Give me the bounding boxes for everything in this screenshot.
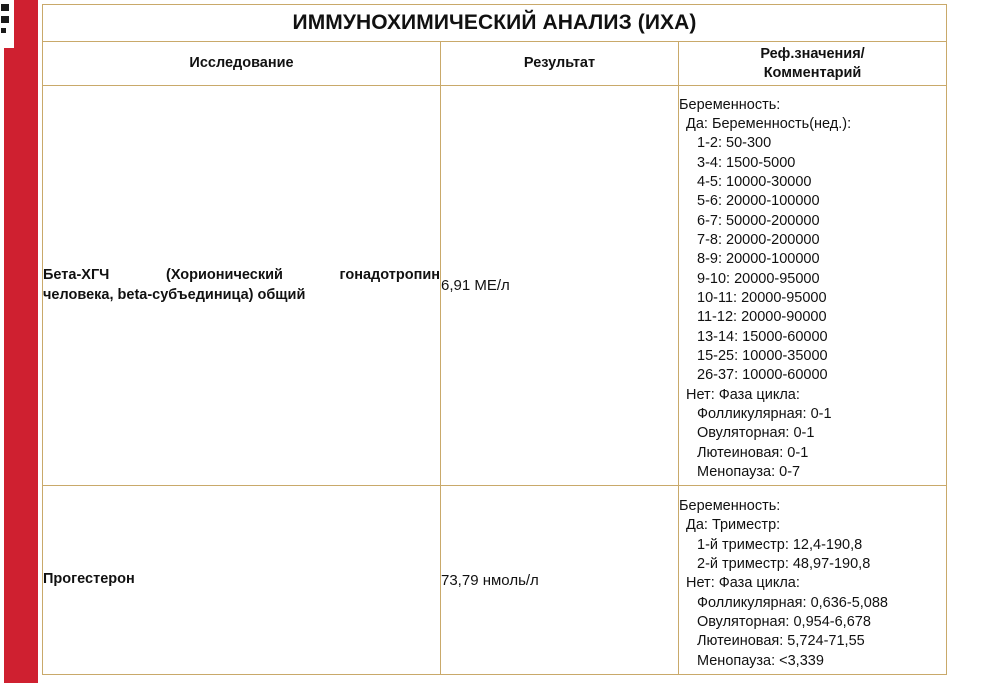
table-row xyxy=(43,86,947,486)
reference-line: 5-6: 20000-100000 xyxy=(697,193,820,210)
reference-line: 7-8: 20000-200000 xyxy=(697,231,820,248)
reference-line: Лютеиновая: 0-1 xyxy=(697,444,809,461)
immunochemistry-results-table xyxy=(42,4,947,675)
table-header-row xyxy=(43,42,947,86)
logo-bar-1 xyxy=(1,4,9,11)
reference-line: Овуляторная: 0-1 xyxy=(697,425,815,442)
reference-line: Фолликулярная: 0,636-5,088 xyxy=(697,594,888,611)
reference-line: 13-14: 15000-60000 xyxy=(697,328,828,345)
logo-bar-3 xyxy=(1,28,6,33)
reference-line: Да: Беременность(нед.): xyxy=(686,115,852,132)
reference-line: Нет: Фаза цикла: xyxy=(686,386,800,403)
column-header-result: Результат xyxy=(441,42,679,86)
reference-line: 4-5: 10000-30000 xyxy=(697,173,812,190)
column-header-reference-line2: Комментарий xyxy=(763,64,862,81)
reference-line: 2-й триместр: 48,97-190,8 xyxy=(697,555,871,572)
reference-line: 11-12: 20000-90000 xyxy=(697,309,827,326)
logo-bar-2 xyxy=(1,16,9,23)
column-header-study: Исследование xyxy=(43,42,441,86)
result-value-progesterone: 73,79 нмоль/л xyxy=(441,486,679,675)
reference-values-progesterone xyxy=(679,486,947,675)
reference-line: 26-37: 10000-60000 xyxy=(697,367,828,384)
reference-line: Нет: Фаза цикла: xyxy=(686,575,800,592)
table-title-row xyxy=(43,5,947,42)
reference-line: 1-й триместр: 12,4-190,8 xyxy=(697,536,863,553)
reference-line: Беременность: xyxy=(679,497,781,514)
result-value-hcg: 6,91 МЕ/л xyxy=(441,86,679,486)
clipped-logo-fragment xyxy=(0,0,14,48)
reference-values-hcg xyxy=(679,86,947,486)
study-name-hcg-line1: Бета-ХГЧ (Хорионический гонадотропин xyxy=(43,267,440,284)
reference-line: 9-10: 20000-95000 xyxy=(697,270,820,287)
study-name-hcg-line2: человека, beta-субъединица) общий xyxy=(43,286,306,303)
column-header-reference xyxy=(679,42,947,86)
reference-line: 10-11: 20000-95000 xyxy=(697,290,827,306)
reference-line: Менопауза: <3,339 xyxy=(697,652,824,669)
study-name-progesterone xyxy=(43,486,441,675)
reference-line: 3-4: 1500-5000 xyxy=(697,154,796,171)
reference-line: Лютеиновая: 5,724-71,55 xyxy=(697,633,865,650)
reference-line: 8-9: 20000-100000 xyxy=(697,251,820,268)
column-header-reference-line1: Реф.значения/ xyxy=(760,46,865,63)
reference-line: Менопауза: 0-7 xyxy=(697,464,801,481)
reference-line: Беременность: xyxy=(679,96,781,113)
page-title: ИММУНОХИМИЧЕСКИЙ АНАЛИЗ (ИХА) xyxy=(43,5,947,42)
reference-line: Фолликулярная: 0-1 xyxy=(697,406,832,423)
reference-line: 1-2: 50-300 xyxy=(697,135,772,152)
left-accent-band xyxy=(4,0,38,683)
study-name-progesterone-line1: Прогестерон xyxy=(43,571,135,588)
table-row xyxy=(43,486,947,675)
reference-line: Овуляторная: 0,954-6,678 xyxy=(697,614,871,631)
reference-line: 15-25: 10000-35000 xyxy=(697,348,828,365)
reference-line: 6-7: 50000-200000 xyxy=(697,212,820,229)
study-name-hcg xyxy=(43,86,441,486)
reference-line: Да: Триместр: xyxy=(686,517,781,534)
